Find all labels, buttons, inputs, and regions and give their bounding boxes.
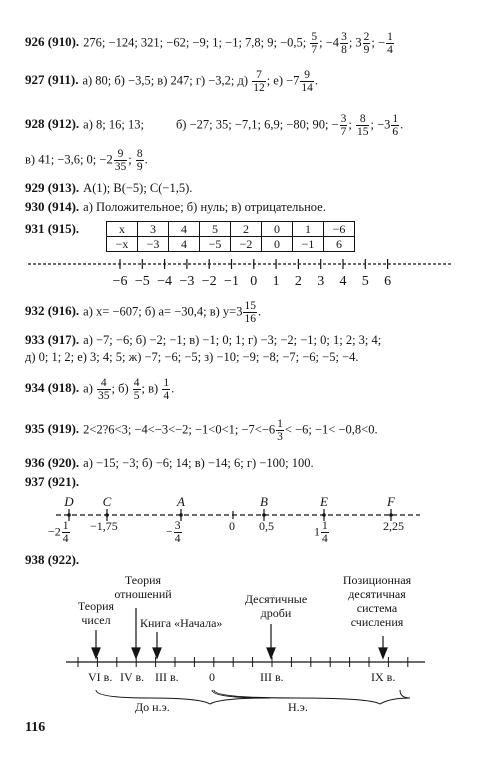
point-letter: F (387, 494, 395, 509)
value-f: 2,25 (383, 519, 404, 533)
fraction: $\frac{3}{7}$ (340, 113, 347, 138)
fraction: $\frac{8}{15}$ (356, 113, 369, 138)
axis-tick-label: 3 (317, 274, 325, 289)
fraction: $\frac{9}{35}$ (114, 148, 127, 173)
problem-number: 930 (914). (25, 199, 80, 214)
problem-934: 934 (918). а) $\frac{4}{35}$ ; б) $\frac{4}{5}$ ; в) $\frac{1}{4}$ . (25, 377, 175, 402)
axis-tick-label: −1 (224, 274, 239, 289)
fraction: $\frac{15}{16}$ (244, 300, 256, 325)
tick-label: 0 (209, 670, 215, 684)
fraction: $\frac{2}{9}$ (363, 31, 370, 56)
value-e: 1 $\frac{1}{4}$ (314, 520, 328, 545)
span-bc: До н.э. (135, 700, 170, 714)
fraction: $\frac{1}{4}$ (163, 377, 170, 402)
point-letter: A (177, 494, 185, 509)
fraction: $\frac{1}{4}$ (387, 31, 393, 56)
value-a: − $\frac{3}{4}$ (166, 520, 181, 545)
value-d: −2 $\frac{1}{4}$ (48, 520, 69, 545)
point-letter: B (260, 494, 268, 509)
label-ratio-theory: Теория отношений (114, 573, 172, 601)
problem-935: 935 (919). 2<2?6<3; −4<−3<−2; −1<0<1; −7<−6 $\frac{1}{3}$ < −6; −1< −0,8<0. (25, 418, 378, 443)
table-cell: −5 (200, 237, 231, 252)
fraction: $\frac{9}{14}$ (301, 69, 313, 94)
problem-936: 936 (920). а) −15; −3; б) −6; 14; в) −14; 6; г) −100; 100. (25, 455, 314, 470)
table-cell: −1 (293, 237, 324, 252)
tick-label: III в. (155, 670, 179, 684)
problem-number: 928 (912). (25, 116, 80, 132)
value-b: 0,5 (259, 519, 274, 533)
point-letter: D (64, 494, 74, 509)
table-cell: −3 (138, 237, 169, 252)
problem-number: 936 (920). (25, 455, 80, 470)
problem-928-line2: в) 41; −3,6; 0; −2 $\frac{9}{35}$ ; $\frac{8}{9}$ . (25, 148, 148, 173)
table-cell: 6 (324, 237, 355, 252)
problem-number: 935 (919). (25, 421, 80, 437)
axis-tick-label: 0 (250, 274, 258, 289)
problem-number: 938 (922). (25, 552, 80, 567)
table-cell: 0 (262, 222, 293, 237)
tick-label: IX в. (371, 670, 396, 684)
table-cell: 0 (262, 237, 293, 252)
problem-926: 926 (910). 276; −124; 321; −62; −9; 1; −1; 7,8; 9; −0,5; $\frac{5}{7}$ ; −4 $\frac{3}{8}$ ; 3 $\frac{2}{9}$ ; − $\frac{1}{4}$ (25, 31, 393, 56)
axis-tick-label: −6 (112, 274, 128, 289)
label-decimals: Десятичные дроби (244, 592, 308, 620)
problem-number: 932 (916). (25, 303, 80, 319)
fraction: $\frac{5}{7}$ (311, 31, 318, 56)
table-cell: 2 (231, 222, 262, 237)
value-c: −1,75 (90, 519, 118, 533)
table-cell: −6 (324, 222, 355, 237)
tick-label: IV в. (120, 670, 145, 684)
problem-927: 927 (911). а) 80; б) −3,5; в) 247; г) −3,2; д) $\frac{7}{12}$ ; е) −7 $\frac{9}{14}$ . (25, 69, 319, 94)
axis-tick-label: 1 (272, 274, 280, 289)
axis-tick-label: −4 (157, 274, 173, 289)
table-cell: 1 (293, 222, 324, 237)
problem-933-line2: д) 0; 1; 2; е) 3; 4; 5; ж) −7; −6; −5; з) −10; −9; −8; −7; −6; −5; −4. (25, 350, 359, 364)
tick-label: VI в. (88, 670, 113, 684)
label-positional-system: Позиционная десятичная система счисления (342, 573, 412, 629)
axis-tick-label: −5 (134, 274, 150, 289)
table-cell: x (107, 222, 138, 237)
answer-text: 276; −124; 321; −62; −9; 1; −1; 7,8; 9; −0,5; (83, 35, 307, 50)
problem-number: 931 (915). (25, 221, 80, 236)
problem-928: 928 (912). а) 8; 16; 13; б) −27; 35; −7,1; 6,9; −80; 90; − $\frac{3}{7}$ ; $\frac{8}{15}$ ; −3 $\frac{1}{6}$ . (25, 113, 404, 138)
fraction: $\frac{7}{12}$ (253, 69, 265, 94)
problem-number: 929 (913). (25, 180, 80, 195)
point-letter: C (102, 494, 112, 509)
fraction: $\frac{3}{8}$ (341, 31, 347, 56)
value-zero: 0 (229, 519, 235, 533)
table-cell: 4 (169, 237, 200, 252)
problem-932: 932 (916). а) x= −607; б) a= −30,4; в) y=3 $\frac{15}{16}$ . (25, 300, 262, 325)
axis-tick-label: −3 (179, 274, 195, 289)
axis-tick-label: 5 (361, 274, 369, 289)
problem-number: 933 (917). (25, 332, 80, 347)
table-cell: −x (107, 237, 138, 252)
answer-text: а) 80; б) −3,5; в) 247; г) −3,2; д) (82, 73, 249, 88)
axis-tick-label: −2 (201, 274, 217, 289)
point-letter: E (320, 494, 328, 509)
label-number-theory: Теория чисел (77, 599, 115, 627)
problem-number: 937 (921). (25, 474, 80, 489)
problem-number: 927 (911). (25, 72, 79, 88)
span-ad: Н.э. (288, 700, 308, 714)
problem-933: 933 (917). а) −7; −6; б) −2; −1; в) −1; 0; 1; г) −3; −2; −1; 0; 1; 2; 3; 4; (25, 332, 382, 347)
axis-tick-label: 6 (384, 274, 392, 289)
label-elements: Книга «Начала» (140, 616, 223, 630)
axis-tick-label: 4 (339, 274, 347, 289)
table-cell: 5 (200, 222, 231, 237)
problem-929: 929 (913). A(1); B(−5); C(−1,5). (25, 180, 193, 195)
table-cell: 3 (138, 222, 169, 237)
fraction: $\frac{1}{3}$ (277, 418, 283, 443)
fraction: $\frac{4}{5}$ (133, 377, 140, 402)
table-cell: 4 (169, 222, 200, 237)
fraction: $\frac{1}{6}$ (392, 113, 399, 138)
table-cell: −2 (231, 237, 262, 252)
problem-number: 934 (918). (25, 380, 80, 396)
page-number: 116 (25, 720, 46, 735)
problem-930: 930 (914). а) Положительное; б) нуль; в) отрицательное. (25, 199, 326, 214)
fraction: $\frac{4}{35}$ (98, 377, 110, 402)
axis-tick-label: 2 (294, 274, 302, 289)
fraction: $\frac{8}{9}$ (136, 148, 143, 173)
problem-number: 926 (910). (25, 34, 80, 50)
tick-label: III в. (260, 670, 284, 684)
